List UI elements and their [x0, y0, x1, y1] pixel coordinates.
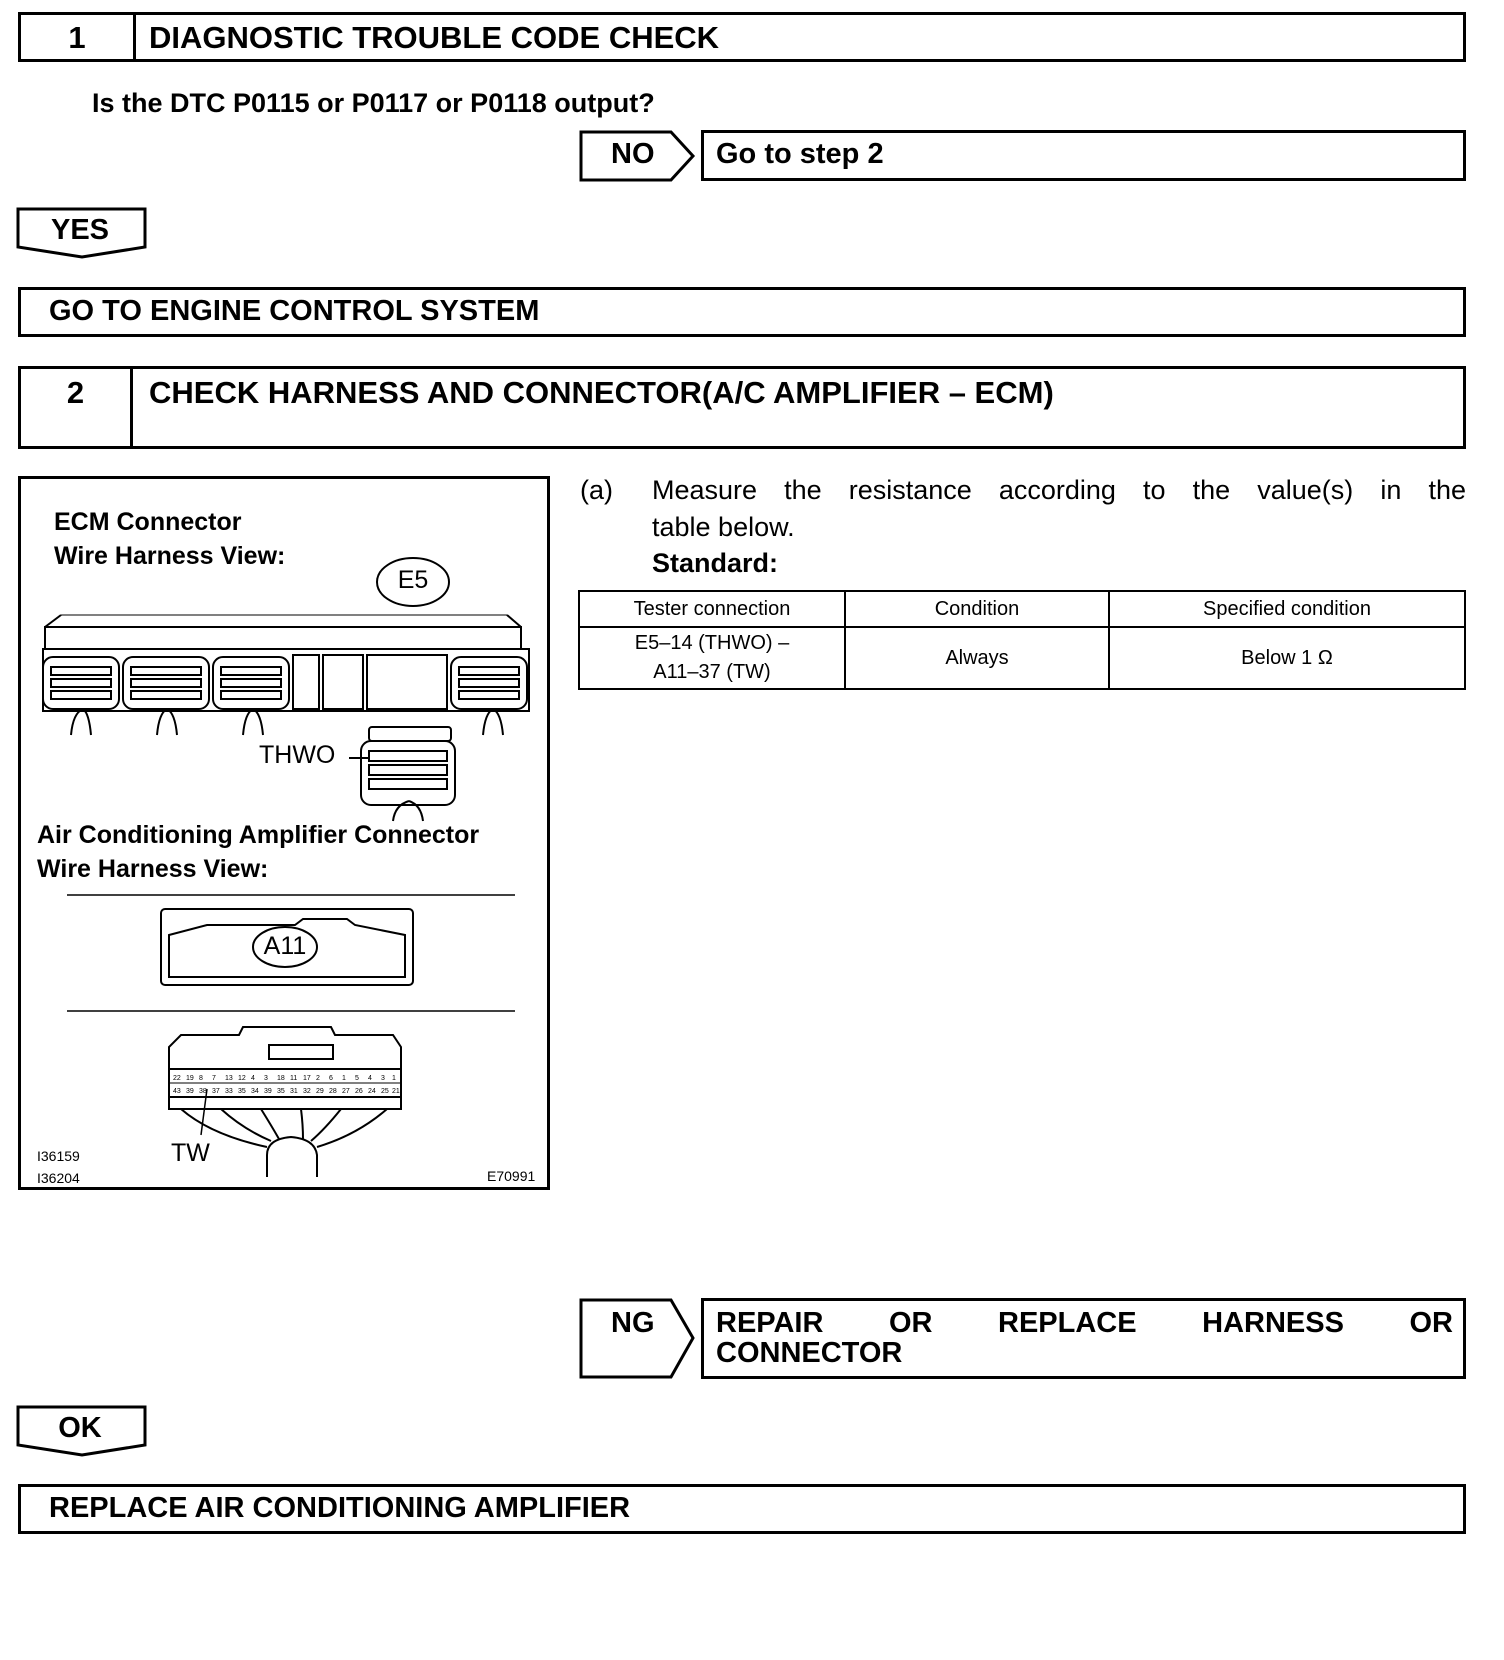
pin-label: 31 — [290, 1088, 298, 1095]
pin-label: 35 — [238, 1088, 246, 1095]
table-header-cell: Condition — [845, 591, 1109, 627]
specified-condition-cell: Below 1 Ω — [1109, 627, 1465, 689]
yes-label: YES — [50, 214, 110, 246]
ac-title-line1: Air Conditioning Amplifier Connector — [37, 821, 480, 849]
connector-figure — [18, 476, 550, 1190]
pin-label: 35 — [277, 1088, 285, 1095]
pin-label: 37 — [212, 1088, 220, 1095]
ng-result-word: HARNESS — [1202, 1307, 1344, 1339]
pin-label: 4 — [368, 1075, 372, 1082]
yes-action-text: GO TO ENGINE CONTROL SYSTEM — [49, 295, 540, 327]
pin-label: 43 — [173, 1088, 181, 1095]
instruction-marker: (a) — [580, 475, 613, 505]
ecm-sub-connector-3 — [213, 657, 289, 709]
e5-connector-label: E5 — [397, 566, 429, 594]
ng-label: NG — [611, 1307, 655, 1339]
tester-connection-line1: E5–14 (THWO) – — [634, 632, 790, 654]
ecm-title-line1: ECM Connector — [54, 508, 242, 536]
ecm-sub-connector-1 — [43, 657, 119, 709]
step-number: 1 — [21, 15, 136, 59]
step-title: DIAGNOSTIC TROUBLE CODE CHECK — [149, 20, 720, 55]
pin-label: 8 — [199, 1075, 203, 1082]
tester-connection-line2: A11–37 (TW) — [653, 661, 771, 683]
figure-code-1: I36159 — [37, 1148, 80, 1164]
pin-label: 3 — [264, 1075, 268, 1082]
pin-label: 33 — [225, 1088, 233, 1095]
tw-label: TW — [171, 1139, 210, 1167]
pin-label: 18 — [277, 1075, 285, 1082]
yes-action-box — [18, 287, 1466, 337]
step-1-question: Is the DTC P0115 or P0117 or P0118 output? — [92, 88, 655, 118]
standard-label: Standard: — [652, 548, 779, 578]
pin-label: 39 — [264, 1088, 272, 1095]
pin-label: 17 — [303, 1075, 311, 1082]
pin-label: 28 — [329, 1088, 337, 1095]
pin-label: 5 — [355, 1075, 359, 1082]
table-header-row — [579, 591, 1465, 627]
step-number: 2 — [21, 369, 133, 446]
pin-label: 22 — [173, 1075, 181, 1082]
a11-pin-row-1 — [173, 1075, 396, 1082]
ecm-title-line2: Wire Harness View: — [54, 542, 286, 570]
pin-label: 4 — [251, 1075, 255, 1082]
instruction-line1: Measure the resistance according to the value(s) in the — [652, 475, 1466, 505]
pin-label: 12 — [238, 1075, 246, 1082]
pin-label: 13 — [225, 1075, 233, 1082]
pin-label: 25 — [381, 1088, 389, 1095]
ng-result-word: REPLACE — [998, 1307, 1137, 1339]
ecm-sub-connector-4 — [451, 657, 527, 709]
pin-label: 26 — [355, 1088, 363, 1095]
pin-label: 1 — [392, 1075, 396, 1082]
pin-label: 11 — [290, 1075, 298, 1082]
figure-code-2: I36204 — [37, 1170, 80, 1186]
ng-result-box — [701, 1298, 1466, 1379]
ac-title-line2: Wire Harness View: — [37, 855, 269, 883]
pin-label: 39 — [186, 1088, 194, 1095]
ng-result-word: OR — [888, 1307, 933, 1339]
step-title: CHECK HARNESS AND CONNECTOR(A/C AMPLIFIER – ECM) — [149, 375, 1054, 410]
ng-result-word: REPAIR — [716, 1307, 824, 1339]
ok-action-box — [18, 1484, 1466, 1534]
ng-result-line1 — [716, 1307, 1453, 1340]
ng-result-word: OR — [1409, 1307, 1453, 1339]
table-header-cell: Specified condition — [1109, 591, 1465, 627]
table-row — [579, 627, 1465, 689]
table-header-cell: Tester connection — [579, 591, 845, 627]
e5-connector-detail — [361, 727, 455, 821]
a11-connector-label: A11 — [263, 932, 307, 960]
no-label: NO — [611, 138, 655, 170]
pin-label: 38 — [199, 1088, 207, 1095]
a11-connector-pins — [169, 1027, 401, 1109]
no-result-box — [701, 130, 1466, 181]
instruction-line2: table below. — [652, 512, 795, 542]
no-result-text: Go to step 2 — [716, 138, 884, 170]
step-2-header — [18, 366, 1466, 449]
ok-action-text: REPLACE AIR CONDITIONING AMPLIFIER — [49, 1492, 631, 1524]
ecm-sub-connector-2 — [123, 657, 209, 709]
ng-result-line2: CONNECTOR — [716, 1337, 903, 1369]
pin-label: 2 — [316, 1075, 320, 1082]
pin-label: 19 — [186, 1075, 194, 1082]
pin-label: 34 — [251, 1088, 259, 1095]
pin-label: 24 — [368, 1088, 376, 1095]
pin-label: 3 — [381, 1075, 385, 1082]
pin-label: 29 — [316, 1088, 324, 1095]
pin-label: 6 — [329, 1075, 333, 1082]
pin-label: 7 — [212, 1075, 216, 1082]
spec-table — [578, 590, 1466, 690]
ok-label: OK — [58, 1412, 102, 1444]
step-1-header — [18, 12, 1466, 62]
pin-label: 21 — [392, 1088, 400, 1095]
condition-cell: Always — [845, 627, 1109, 689]
pin-label: 32 — [303, 1088, 311, 1095]
tester-connection-cell — [579, 627, 845, 689]
pin-label: 1 — [342, 1075, 346, 1082]
figure-code-3: E70991 — [487, 1168, 536, 1184]
pin-label: 27 — [342, 1088, 350, 1095]
thwo-label: THWO — [259, 741, 336, 769]
